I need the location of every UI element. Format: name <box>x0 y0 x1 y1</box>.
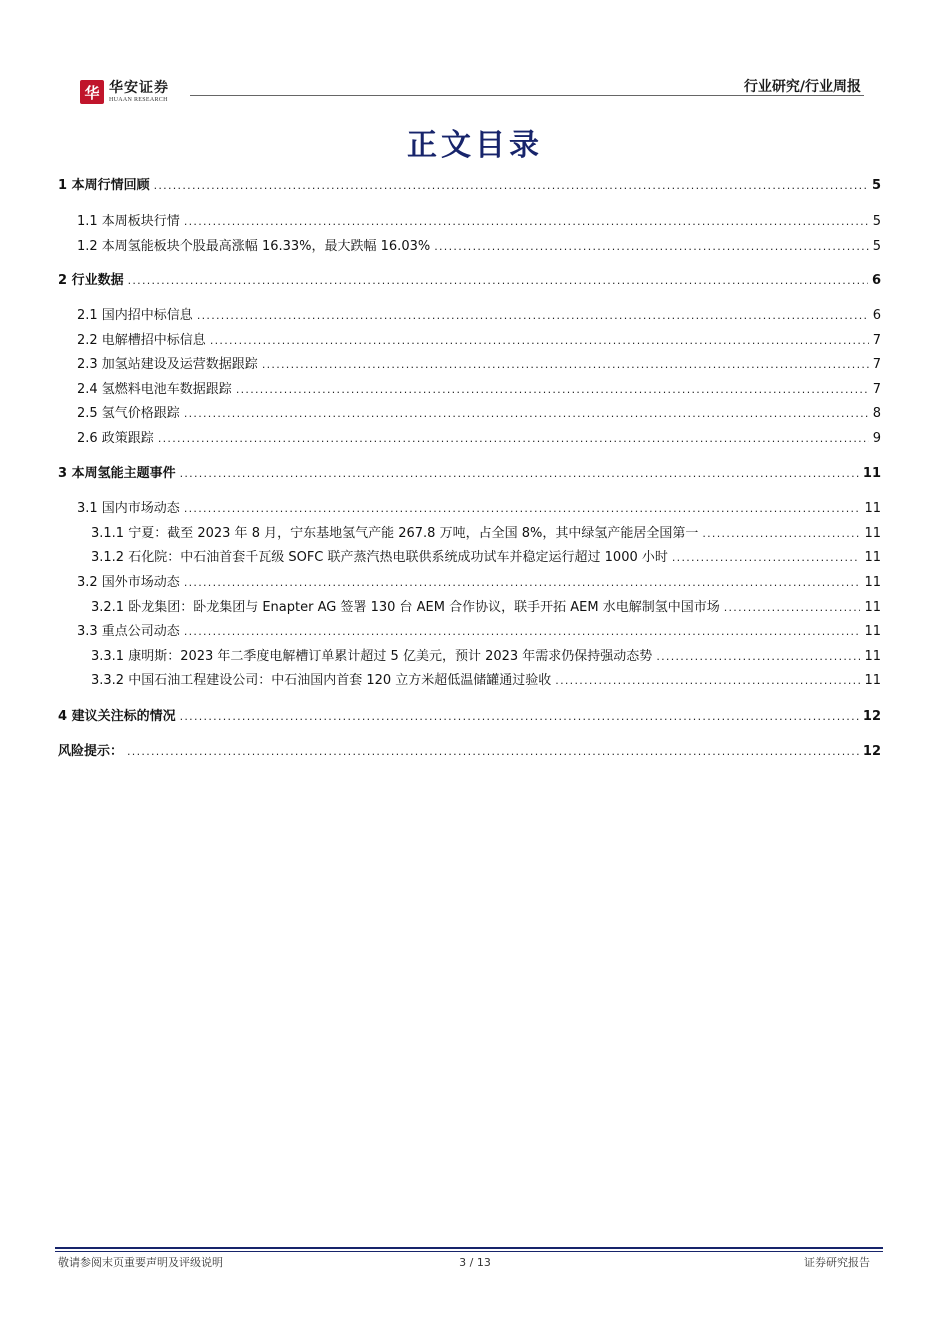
footer-disclaimer: 敬请参阅末页重要声明及评级说明 <box>58 1256 223 1269</box>
company-logo <box>80 80 169 104</box>
toc-entry-page: 7 <box>872 357 881 372</box>
toc-entry[interactable] <box>77 306 881 326</box>
page-header <box>0 0 950 120</box>
report-category: 行业研究/行业周报 <box>743 79 861 95</box>
toc-entry[interactable] <box>77 355 881 375</box>
toc-entry-label: 3.1 国内市场动态 <box>77 501 180 516</box>
toc-entry[interactable] <box>58 742 881 762</box>
toc-entry-label: 3.3 重点公司动态 <box>77 624 180 639</box>
toc-entry-label: 风险提示： <box>58 744 124 759</box>
toc-entry[interactable] <box>91 647 881 667</box>
header-divider <box>190 95 864 96</box>
toc-entry-label: 3.1.1 宁夏：截至 2023 年 8 月，宁东基地氢气产能 267.8 万吨，占全国 8%，其中绿氢产能居全国第一 <box>91 526 699 541</box>
toc-entry-page: 11 <box>864 501 881 516</box>
toc-entry-page: 11 <box>862 466 881 481</box>
toc-entry-page: 11 <box>864 600 881 615</box>
toc-entry[interactable] <box>58 707 881 727</box>
logo-english: HUAAN RESEARCH <box>109 97 168 103</box>
toc-entry-page: 11 <box>864 550 881 565</box>
toc-entry-page: 11 <box>864 673 881 688</box>
toc-entry-page: 5 <box>871 178 881 193</box>
toc-entry-label: 2.5 氢气价格跟踪 <box>77 406 180 421</box>
page-title: 正文目录 <box>407 128 543 163</box>
footer-divider <box>55 1247 883 1249</box>
toc-entry-page: 9 <box>872 431 881 446</box>
footer-report-type: 证券研究报告 <box>804 1256 870 1269</box>
toc-entry-page: 6 <box>872 308 881 323</box>
toc-entry[interactable] <box>77 212 881 232</box>
toc-entry[interactable] <box>91 598 881 618</box>
toc-entry-page: 7 <box>872 333 881 348</box>
toc-entry[interactable] <box>77 499 881 519</box>
toc-entry[interactable] <box>77 404 881 424</box>
toc-entry[interactable] <box>91 524 881 544</box>
toc-entry-label: 2.2 电解槽招中标信息 <box>77 333 206 348</box>
toc-entry-label: 1.1 本周板块行情 <box>77 214 180 229</box>
logo-seal-icon: 华 <box>80 80 104 104</box>
toc-entry-label: 2.4 氢燃料电池车数据跟踪 <box>77 382 232 397</box>
toc-entry-page: 12 <box>862 709 881 724</box>
toc-entry[interactable] <box>77 622 881 642</box>
toc-entry[interactable] <box>77 429 881 449</box>
page-number: 3 / 13 <box>459 1256 491 1269</box>
toc-entry[interactable] <box>91 548 881 568</box>
toc-entry-label: 4 建议关注标的情况 <box>58 709 176 724</box>
toc-entry-label: 3.2.1 卧龙集团：卧龙集团与 Enapter AG 签署 130 台 AEM 合作协议，联手开拓 AEM 水电解制氢中国市场 <box>91 600 720 615</box>
toc-entry-page: 12 <box>862 744 881 759</box>
toc-entry[interactable] <box>77 380 881 400</box>
toc-entry-label: 1.2 本周氢能板块个股最高涨幅 16.33%，最大跌幅 16.03% <box>77 239 431 254</box>
toc-entry-page: 7 <box>872 382 881 397</box>
toc-entry-page: 11 <box>864 649 881 664</box>
logo-name: 华安证券 <box>109 80 169 96</box>
toc-entry-label: 3.2 国外市场动态 <box>77 575 180 590</box>
toc-entry-label: 1 本周行情回顾 <box>58 178 150 193</box>
toc-entry-page: 11 <box>864 624 881 639</box>
toc-entry[interactable] <box>58 271 881 291</box>
toc-entry[interactable] <box>91 671 881 691</box>
toc-entry-page: 8 <box>872 406 881 421</box>
toc-entry-label: 3 本周氢能主题事件 <box>58 466 176 481</box>
toc-entry-label: 2 行业数据 <box>58 273 124 288</box>
toc-entry[interactable] <box>58 176 881 196</box>
toc-entry-page: 11 <box>864 575 881 590</box>
toc-entry-label: 3.3.1 康明斯：2023 年二季度电解槽订单累计超过 5 亿美元，预计 2023 年需求仍保持强动态势 <box>91 649 653 664</box>
toc-entry-label: 3.1.2 石化院：中石油首套千瓦级 SOFC 联产蒸汽热电联供系统成功试车并稳定运行超过 1000 小时 <box>91 550 668 565</box>
toc-entry-label: 3.3.2 中国石油工程建设公司：中石油国内首套 120 立方米超低温储罐通过验收 <box>91 673 552 688</box>
toc-entry-label: 2.6 政策跟踪 <box>77 431 154 446</box>
toc-entry-page: 11 <box>864 526 881 541</box>
toc-entry[interactable] <box>58 464 881 484</box>
toc-entry-page: 5 <box>872 239 881 254</box>
toc-entry[interactable] <box>77 331 881 351</box>
toc-entry-label: 2.3 加氢站建设及运营数据跟踪 <box>77 357 258 372</box>
toc-entry-page: 5 <box>872 214 881 229</box>
footer-divider-thin <box>55 1251 883 1252</box>
toc-entry[interactable] <box>77 573 881 593</box>
toc-entry[interactable] <box>77 237 881 257</box>
toc-entry-label: 2.1 国内招中标信息 <box>77 308 193 323</box>
toc-entry-page: 6 <box>871 273 881 288</box>
